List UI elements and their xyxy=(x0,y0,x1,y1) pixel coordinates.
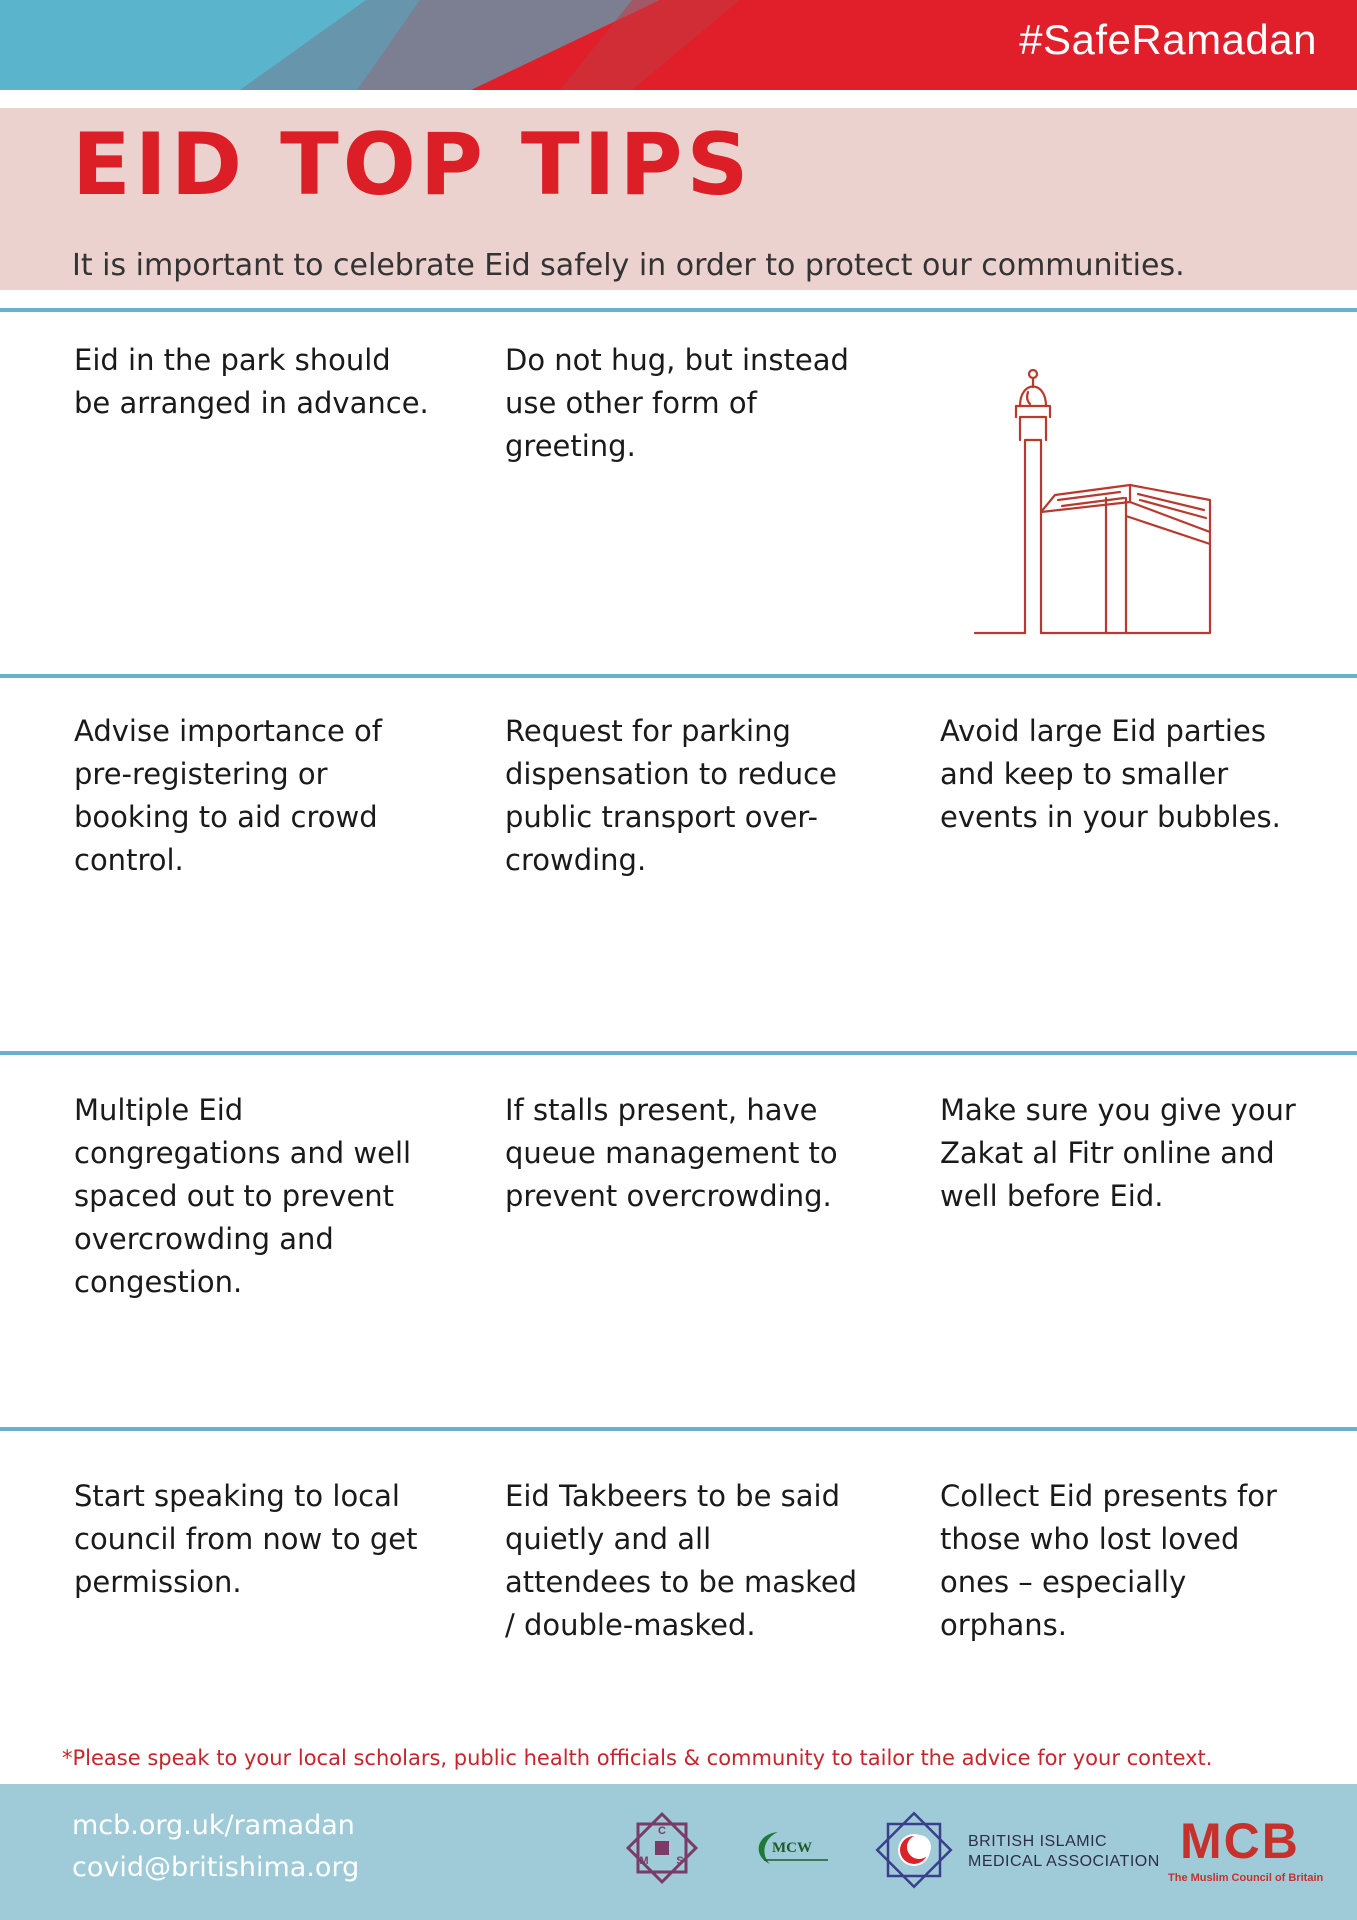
page-subtitle: It is important to celebrate Eid safely in order to protect our communities. xyxy=(72,248,1185,283)
mcs-letter-m: M xyxy=(639,1855,649,1867)
divider-2 xyxy=(0,674,1357,678)
bima-logo-icon xyxy=(874,1810,954,1890)
tip-8: Make sure you give your Zakat al Fitr online and well before Eid. xyxy=(940,1093,1296,1213)
mcs-letter-s: S xyxy=(676,1855,684,1867)
mcb-logo-icon: MCB xyxy=(1180,1813,1300,1869)
mcb-logo-tagline: The Muslim Council of Britain xyxy=(1168,1872,1324,1884)
email-link[interactable]: covid@britishima.org xyxy=(72,1852,360,1883)
tip-1: Eid in the park should be arranged in advance. xyxy=(74,343,429,420)
bima-logo-text xyxy=(968,1832,1160,1872)
hashtag: #SafeRamadan xyxy=(1019,16,1317,63)
tip-2: Do not hug, but instead use other form of greeting. xyxy=(505,343,849,463)
tip-9: Start speaking to local council from now to get permission. xyxy=(74,1479,418,1599)
ramadan-link[interactable]: mcb.org.uk/ramadan xyxy=(72,1810,355,1841)
divider-3 xyxy=(0,1051,1357,1055)
tip-10: Eid Takbeers to be said quietly and all attendees to be masked / double-masked. xyxy=(505,1479,858,1642)
tip-3: Advise importance of pre-registering or booking to aid crowd control. xyxy=(74,714,382,877)
tip-4: Request for parking dispensation to reduce public transport over-crowding. xyxy=(505,714,837,877)
mosque-line-icon xyxy=(970,340,1220,640)
bima-line-2: MEDICAL ASSOCIATION xyxy=(968,1853,1160,1870)
mcs-logo-icon xyxy=(622,1808,702,1888)
divider-4 xyxy=(0,1427,1357,1431)
bima-line-1: BRITISH ISLAMIC xyxy=(968,1833,1108,1850)
disclaimer: *Please speak to your local scholars, public health officials & community to tailor the advice for your context. xyxy=(62,1746,1213,1770)
mcw-logo-icon xyxy=(748,1826,832,1872)
divider-1 xyxy=(0,308,1357,312)
top-banner xyxy=(0,0,1357,90)
mcs-letter-c: C xyxy=(658,1825,666,1837)
tip-5: Avoid large Eid parties and keep to smaller events in your bubbles. xyxy=(940,714,1281,834)
tip-7: If stalls present, have queue management to prevent overcrowding. xyxy=(505,1093,838,1213)
tip-6: Multiple Eid congregations and well spaced out to prevent overcrowding and congestion. xyxy=(74,1093,412,1299)
mcw-logo-text: MCW xyxy=(772,1840,812,1856)
page-title: EID TOP TIPS xyxy=(72,115,753,215)
tip-11: Collect Eid presents for those who lost loved ones – especially orphans. xyxy=(940,1479,1277,1642)
